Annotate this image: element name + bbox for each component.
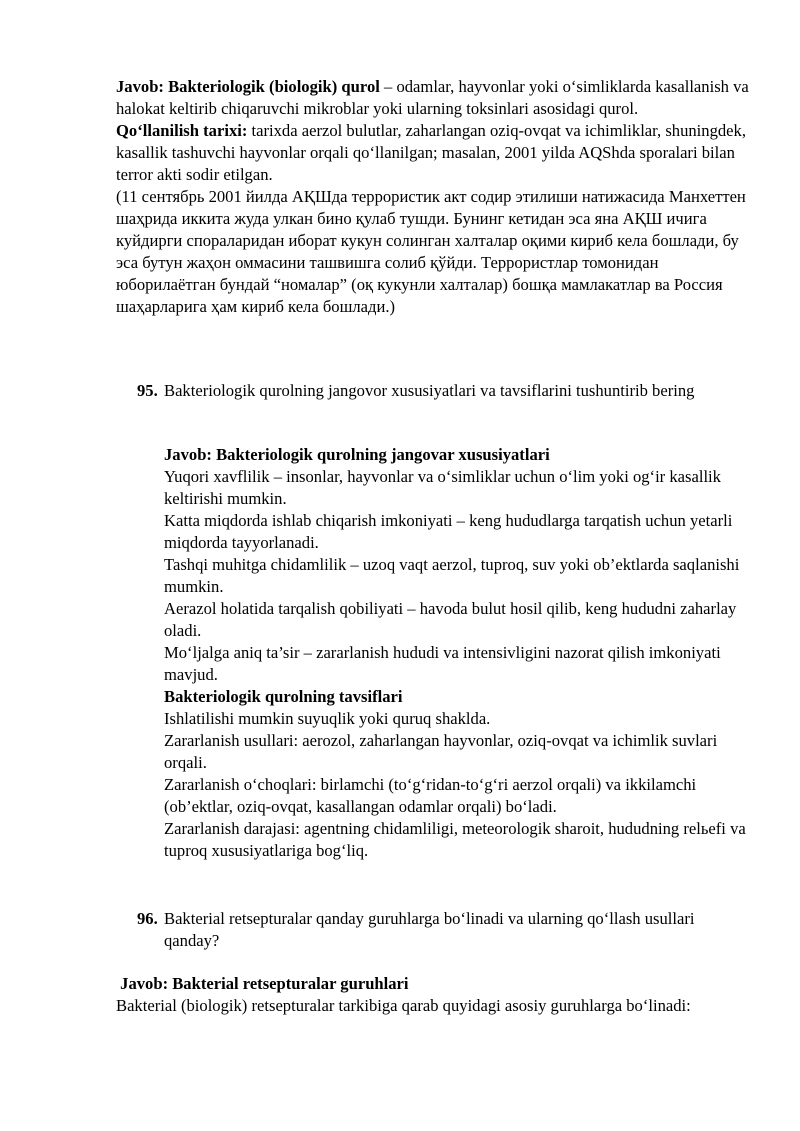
answer-text: Bakterial (biologik) retsepturalar tarkibiga qarab quyidagi asosiy guruhlarga bo‘linadi: bbox=[116, 996, 691, 1015]
traits-heading: Bakteriologik qurolning tavsiflari bbox=[164, 687, 403, 706]
question-96 bbox=[137, 908, 737, 952]
question-text: Bakterial retsepturalar qanday guruhlarga bo‘linadi va ularning qo‘llash usullari qanday? bbox=[164, 909, 695, 950]
answer-heading: Javob: Bakteriologik qurolning jangovar xususiyatlari bbox=[164, 445, 550, 464]
intro-section bbox=[116, 76, 756, 318]
answer-96 bbox=[116, 973, 756, 1017]
list-item: Aerazol holatida tarqalish qobiliyati – havoda bulut hosil qilib, keng hududni zaharlay oladi. bbox=[164, 599, 737, 640]
list-item: Zararlanish darajasi: agentning chidamliligi, meteorologik sharoit, hududning relьefi va tuproq xususiyatlariga bog‘liq. bbox=[164, 819, 746, 860]
answer-95 bbox=[164, 444, 754, 862]
question-95 bbox=[137, 380, 737, 402]
list-item: Ishlatilishi mumkin suyuqlik yoki quruq shaklda. bbox=[164, 709, 491, 728]
answer-heading: Javob: Bakterial retsepturalar guruhlari bbox=[116, 974, 409, 993]
cyrillic-paragraph: (11 сентябрь 2001 йилда АҚШда террористик акт содир этилиши натижасида Манхеттен шаҳрида иккита жуда улкан бино қулаб тушди. Бунинг кетидан эса яна АҚШ ичига куйдирги спораларидан иборат кукун солинган халталар оқими кириб кела бошлади, бу эса бутун жаҳон оммасини ташвишга солиб қўйди. Террористлар томонидан юборилаётган бундай “номалар” (оқ кукунли халталар) бошқа мамлакатлар ва Россия шаҳарларига ҳам кириб кела бошлади.) bbox=[116, 187, 746, 316]
list-item: Yuqori xavflilik – insonlar, hayvonlar va o‘simliklar uchun o‘lim yoki og‘ir kasallik keltirishi mumkin. bbox=[164, 467, 721, 508]
list-item: Zararlanish o‘choqlari: birlamchi (to‘g‘ridan-to‘g‘ri aerzol orqali) va ikkilamchi (ob’ektlar, oziq-ovqat, kasallangan odamlar orqali) bo‘ladi. bbox=[164, 775, 697, 816]
question-text: Bakteriologik qurolning jangovor xususiyatlari va tavsiflarini tushuntirib bering bbox=[164, 381, 695, 400]
list-item: Zararlanish usullari: aerozol, zaharlangan hayvonlar, oziq-ovqat va ichimlik suvlari orqali. bbox=[164, 731, 718, 772]
question-number: 95. bbox=[137, 381, 158, 400]
answer-paragraph bbox=[116, 76, 756, 120]
history-text: tarixda aerzol bulutlar, zaharlangan oziq-ovqat va ichimliklar, shuningdek, kasallik tashuvchi hayvonlar orqali qo‘llanilgan; masalan, 2001 yilda AQShda sporalari bilan terror akti sodir etilgan. bbox=[116, 121, 746, 184]
history-label: Qo‘llanilish tarixi: bbox=[116, 121, 248, 140]
answer-label: Javob: Bakteriologik (biologik) qurol bbox=[116, 77, 380, 96]
list-item: Mo‘ljalga aniq ta’sir – zararlanish hududi va intensivligini nazorat qilish imkoniyati mavjud. bbox=[164, 643, 721, 684]
answer-text: – odamlar, hayvonlar yoki o‘simliklarda kasallanish va halokat keltirib chiqaruvchi mikroblar yoki ularning toksinlari asosidagi qurol. bbox=[116, 77, 749, 118]
list-item: Tashqi muhitga chidamlilik – uzoq vaqt aerzol, tuproq, suv yoki ob’ektlarda saqlanishi mumkin. bbox=[164, 555, 740, 596]
list-item: Katta miqdorda ishlab chiqarish imkoniyati – keng hududlarga tarqatish uchun yetarli miqdorda tayyorlanadi. bbox=[164, 511, 733, 552]
question-number: 96. bbox=[137, 909, 158, 928]
history-paragraph bbox=[116, 120, 756, 186]
